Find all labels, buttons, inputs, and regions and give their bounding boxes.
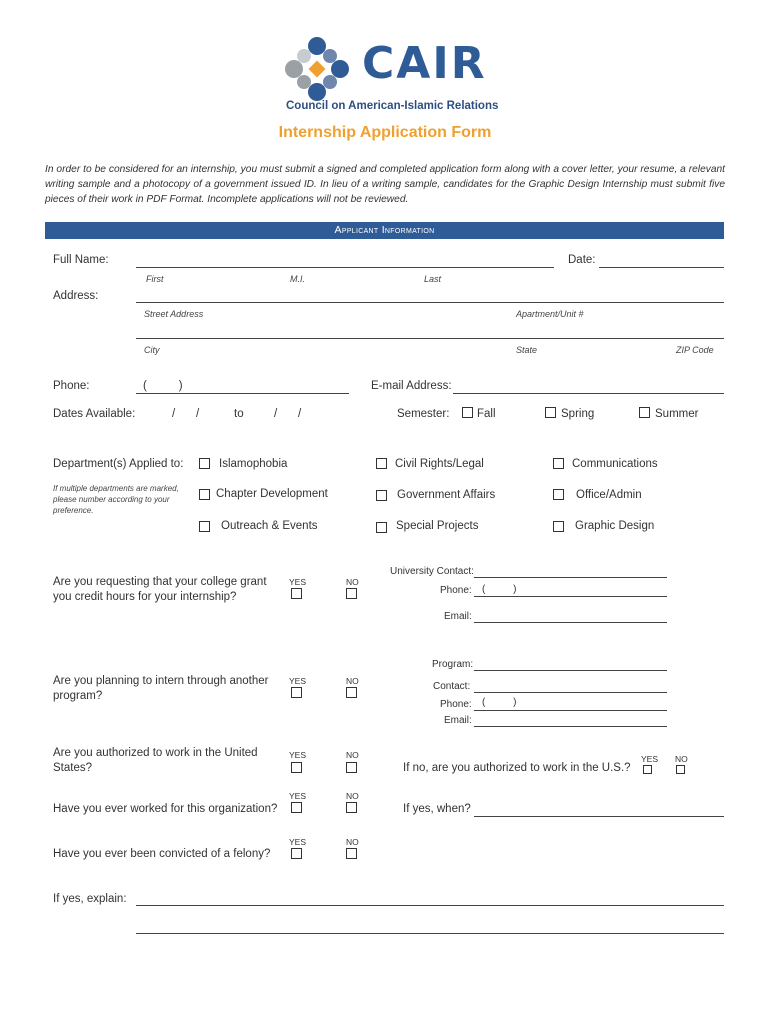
date-slash: / bbox=[172, 408, 176, 420]
cair-emblem-icon bbox=[282, 34, 352, 104]
dept-outreach-events-checkbox[interactable] bbox=[199, 521, 210, 532]
intro-paragraph: In order to be considered for an internship, you must submit a signed and completed application form along with a cover letter, your resume, a relevant writing sample and a photocopy of a government issued ID. In lieu of a writing sample, candidates for the Graphic Design Internship must submit five pieces of their work in PDF Format. Incomplete applications will not be reviewed. bbox=[45, 164, 725, 205]
dept-islamophobia-checkbox[interactable] bbox=[199, 458, 210, 469]
if-yes-when-field[interactable] bbox=[474, 816, 724, 817]
authorized-yes-label: YES bbox=[289, 750, 307, 760]
program-name-label: Program: bbox=[432, 659, 474, 670]
university-phone-label: Phone: bbox=[440, 585, 472, 596]
phone-area-code: ( ) bbox=[143, 380, 183, 392]
section-header-title: Applicant Information bbox=[334, 224, 435, 236]
state-caption: State bbox=[516, 345, 538, 355]
address-label: Address: bbox=[53, 290, 99, 302]
program-phone-label: Phone: bbox=[440, 699, 472, 710]
authorized-yes-checkbox[interactable] bbox=[291, 762, 302, 773]
felony-no-checkbox[interactable] bbox=[346, 848, 357, 859]
felony-yes-checkbox[interactable] bbox=[291, 848, 302, 859]
felony-no-label: NO bbox=[346, 837, 359, 847]
if-yes-when-label: If yes, when? bbox=[403, 803, 471, 815]
authorized-no-checkbox[interactable] bbox=[346, 762, 357, 773]
worked-no-checkbox[interactable] bbox=[346, 802, 357, 813]
authorized-us-yes-checkbox[interactable] bbox=[643, 765, 652, 774]
departments-label: Department(s) Applied to: bbox=[53, 458, 184, 470]
date-slash: / bbox=[274, 408, 278, 420]
departments-note: If multiple departments are marked, please number according to your preference. bbox=[53, 484, 179, 515]
date-slash: / bbox=[298, 408, 302, 420]
dept-graphic-design-checkbox[interactable] bbox=[553, 521, 564, 532]
email-field[interactable] bbox=[453, 393, 724, 394]
university-email-label: Email: bbox=[444, 611, 472, 622]
date-to: to bbox=[234, 408, 244, 420]
name-part-last: Last bbox=[424, 274, 442, 284]
dept-civil-rights-checkbox[interactable] bbox=[376, 458, 387, 469]
dept-government-affairs-label: Government Affairs bbox=[397, 489, 496, 501]
credit-no-checkbox[interactable] bbox=[346, 588, 357, 599]
dept-special-projects-checkbox[interactable] bbox=[376, 522, 387, 533]
full-name-field[interactable] bbox=[136, 267, 554, 268]
if-yes-explain-label: If yes, explain: bbox=[53, 893, 127, 905]
semester-summer-label: Summer bbox=[655, 408, 699, 420]
city-state-zip-field[interactable] bbox=[136, 338, 724, 339]
cair-logo bbox=[282, 34, 499, 116]
cair-full-name: Council on American-Islamic Relations bbox=[286, 100, 499, 112]
dept-civil-rights-label: Civil Rights/Legal bbox=[395, 458, 484, 470]
program-phone-parens: ( ) bbox=[482, 697, 517, 708]
explain-field-line-1[interactable] bbox=[136, 905, 724, 906]
program-phone-field[interactable] bbox=[474, 710, 667, 711]
semester-spring-checkbox[interactable] bbox=[545, 407, 556, 418]
university-contact-label: University Contact: bbox=[390, 566, 474, 577]
date-slash: / bbox=[196, 408, 200, 420]
dept-office-admin-label: Office/Admin bbox=[576, 489, 642, 501]
full-name-label: Full Name: bbox=[53, 254, 109, 266]
question-felony: Have you ever been convicted of a felony? bbox=[53, 848, 271, 860]
dept-office-admin-checkbox[interactable] bbox=[553, 489, 564, 500]
authorized-us-yes-label: YES bbox=[641, 754, 659, 764]
street-address-field[interactable] bbox=[136, 302, 724, 303]
dept-communications-label: Communications bbox=[572, 458, 658, 470]
worked-yes-label: YES bbox=[289, 791, 307, 801]
authorized-us-no-checkbox[interactable] bbox=[676, 765, 685, 774]
program-contact-label: Contact: bbox=[433, 681, 471, 692]
program-contact-field[interactable] bbox=[474, 692, 667, 693]
credit-no-label: NO bbox=[346, 577, 359, 587]
program-email-field[interactable] bbox=[474, 726, 667, 727]
authorized-us-no-label: NO bbox=[675, 754, 688, 764]
university-phone-field[interactable] bbox=[474, 596, 667, 597]
program-no-checkbox[interactable] bbox=[346, 687, 357, 698]
authorized-no-label: NO bbox=[346, 750, 359, 760]
semester-summer-checkbox[interactable] bbox=[639, 407, 650, 418]
apartment-caption: Apartment/Unit # bbox=[516, 309, 584, 319]
dept-outreach-events-label: Outreach & Events bbox=[221, 520, 318, 532]
dept-government-affairs-checkbox[interactable] bbox=[376, 490, 387, 501]
semester-fall-label: Fall bbox=[477, 408, 496, 420]
date-label: Date: bbox=[568, 254, 596, 266]
cair-wordmark: CAIR bbox=[362, 38, 487, 89]
credit-yes-checkbox[interactable] bbox=[291, 588, 302, 599]
name-part-mi: M.I. bbox=[290, 274, 305, 284]
explain-field-line-2[interactable] bbox=[136, 933, 724, 934]
question-worked-here: Have you ever worked for this organization? bbox=[53, 803, 278, 815]
zip-caption: ZIP Code bbox=[676, 345, 714, 355]
university-contact-field[interactable] bbox=[474, 577, 667, 578]
dept-chapter-development-label: Chapter Development bbox=[216, 488, 328, 500]
program-yes-label: YES bbox=[289, 676, 307, 686]
phone-field[interactable] bbox=[136, 393, 349, 394]
question-credit-hours: Are you requesting that your college grant you credit hours for your internship? bbox=[53, 576, 267, 603]
dept-islamophobia-label: Islamophobia bbox=[219, 458, 288, 470]
semester-spring-label: Spring bbox=[561, 408, 595, 420]
dates-available-label: Dates Available: bbox=[53, 408, 136, 420]
dept-communications-checkbox[interactable] bbox=[553, 458, 564, 469]
email-label: E-mail Address: bbox=[371, 380, 452, 392]
program-yes-checkbox[interactable] bbox=[291, 687, 302, 698]
university-phone-parens: ( ) bbox=[482, 584, 517, 595]
date-field[interactable] bbox=[599, 267, 724, 268]
form-title: Internship Application Form bbox=[278, 124, 492, 141]
felony-yes-label: YES bbox=[289, 837, 307, 847]
semester-label: Semester: bbox=[397, 408, 450, 420]
question-another-program: Are you planning to intern through another program? bbox=[53, 675, 269, 702]
dept-graphic-design-label: Graphic Design bbox=[575, 520, 655, 532]
worked-no-label: NO bbox=[346, 791, 359, 801]
name-part-first: First bbox=[146, 274, 164, 284]
dept-special-projects-label: Special Projects bbox=[396, 520, 479, 532]
phone-label: Phone: bbox=[53, 380, 90, 392]
question-authorized-us: If no, are you authorized to work in the U.S.? bbox=[403, 762, 631, 774]
program-name-field[interactable] bbox=[474, 670, 667, 671]
semester-fall-checkbox[interactable] bbox=[462, 407, 473, 418]
question-authorized: Are you authorized to work in the United States? bbox=[53, 747, 258, 774]
credit-yes-label: YES bbox=[289, 577, 307, 587]
worked-yes-checkbox[interactable] bbox=[291, 802, 302, 813]
program-email-label: Email: bbox=[444, 715, 472, 726]
street-address-caption: Street Address bbox=[144, 309, 204, 319]
city-caption: City bbox=[144, 345, 160, 355]
dept-chapter-development-checkbox[interactable] bbox=[199, 489, 210, 500]
university-email-field[interactable] bbox=[474, 622, 667, 623]
program-no-label: NO bbox=[346, 676, 359, 686]
